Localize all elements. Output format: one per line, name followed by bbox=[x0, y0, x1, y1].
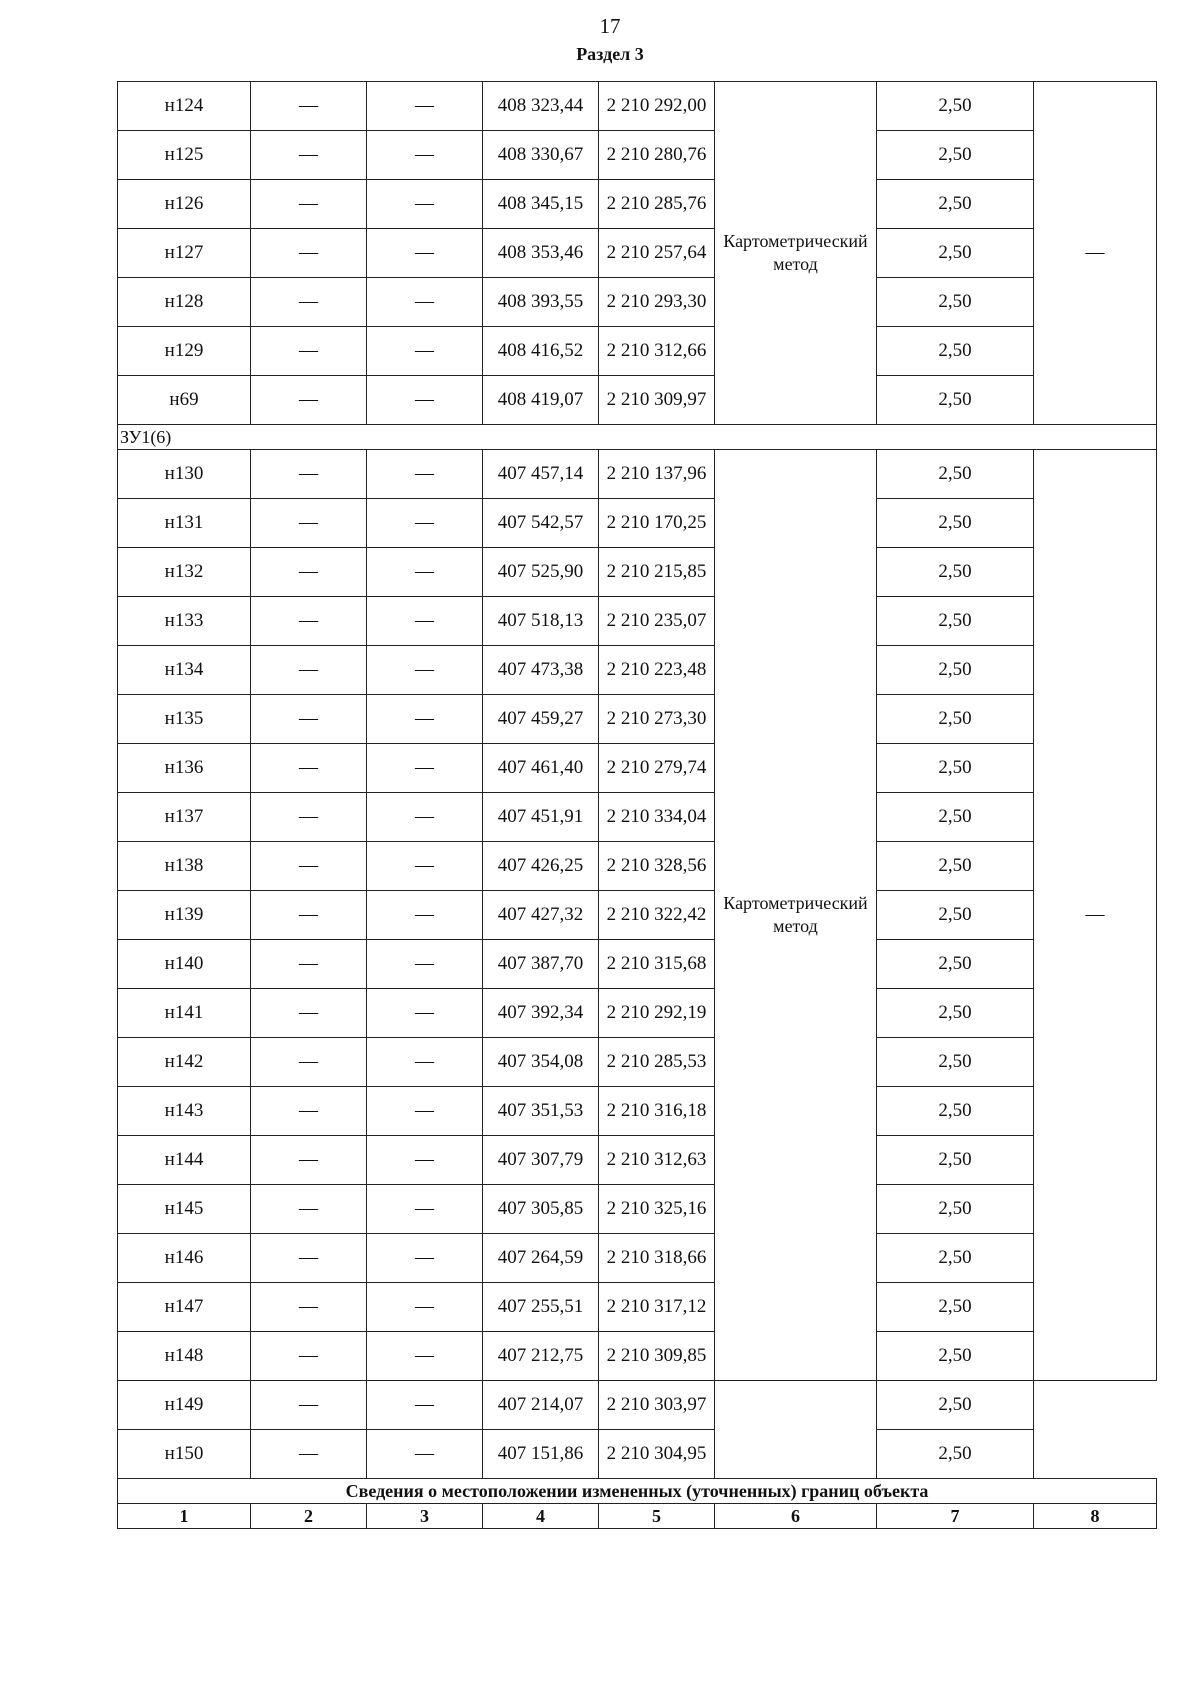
y-coordinate-cell: 2 210 325,16 bbox=[599, 1185, 715, 1234]
column-number-3: 3 bbox=[367, 1504, 483, 1529]
col3-cell: — bbox=[367, 327, 483, 376]
point-name-cell: н137 bbox=[118, 793, 251, 842]
y-coordinate-cell: 2 210 285,53 bbox=[599, 1038, 715, 1087]
col3-cell: — bbox=[367, 646, 483, 695]
accuracy-cell: 2,50 bbox=[877, 1185, 1034, 1234]
col3-cell: — bbox=[367, 1038, 483, 1087]
accuracy-cell: 2,50 bbox=[877, 646, 1034, 695]
table-row bbox=[118, 1381, 1157, 1430]
accuracy-cell: 2,50 bbox=[877, 278, 1034, 327]
col2-cell: — bbox=[251, 376, 367, 425]
col2-cell: — bbox=[251, 499, 367, 548]
point-name-cell: н124 bbox=[118, 82, 251, 131]
y-coordinate-cell: 2 210 334,04 bbox=[599, 793, 715, 842]
table-row bbox=[118, 940, 1157, 989]
point-name-cell: н145 bbox=[118, 1185, 251, 1234]
accuracy-cell: 2,50 bbox=[877, 131, 1034, 180]
col2-cell: — bbox=[251, 1332, 367, 1381]
point-name-cell: н143 bbox=[118, 1087, 251, 1136]
y-coordinate-cell: 2 210 312,66 bbox=[599, 327, 715, 376]
table-row bbox=[118, 1430, 1157, 1479]
col3-cell: — bbox=[367, 940, 483, 989]
col3-cell: — bbox=[367, 548, 483, 597]
point-name-cell: н146 bbox=[118, 1234, 251, 1283]
y-coordinate-cell: 2 210 223,48 bbox=[599, 646, 715, 695]
x-coordinate-cell: 407 457,14 bbox=[483, 450, 599, 499]
table-row bbox=[118, 450, 1157, 499]
point-name-cell: н133 bbox=[118, 597, 251, 646]
x-coordinate-cell: 407 151,86 bbox=[483, 1430, 599, 1479]
col2-cell: — bbox=[251, 278, 367, 327]
col3-cell: — bbox=[367, 744, 483, 793]
x-coordinate-cell: 407 351,53 bbox=[483, 1087, 599, 1136]
col2-cell: — bbox=[251, 940, 367, 989]
accuracy-cell: 2,50 bbox=[877, 1136, 1034, 1185]
accuracy-cell: 2,50 bbox=[877, 229, 1034, 278]
col3-cell: — bbox=[367, 1087, 483, 1136]
y-coordinate-cell: 2 210 285,76 bbox=[599, 180, 715, 229]
x-coordinate-cell: 407 214,07 bbox=[483, 1381, 599, 1430]
accuracy-cell: 2,50 bbox=[877, 842, 1034, 891]
col2-cell: — bbox=[251, 1038, 367, 1087]
y-coordinate-cell: 2 210 292,00 bbox=[599, 82, 715, 131]
y-coordinate-cell: 2 210 303,97 bbox=[599, 1381, 715, 1430]
coordinates-table bbox=[117, 81, 1157, 1529]
col2-cell: — bbox=[251, 229, 367, 278]
x-coordinate-cell: 407 212,75 bbox=[483, 1332, 599, 1381]
table-row bbox=[118, 793, 1157, 842]
point-name-cell: н130 bbox=[118, 450, 251, 499]
accuracy-cell: 2,50 bbox=[877, 499, 1034, 548]
point-name-cell: н131 bbox=[118, 499, 251, 548]
accuracy-cell: 2,50 bbox=[877, 989, 1034, 1038]
y-coordinate-cell: 2 210 137,96 bbox=[599, 450, 715, 499]
col3-cell: — bbox=[367, 695, 483, 744]
x-coordinate-cell: 407 307,79 bbox=[483, 1136, 599, 1185]
x-coordinate-cell: 407 255,51 bbox=[483, 1283, 599, 1332]
accuracy-cell: 2,50 bbox=[877, 82, 1034, 131]
accuracy-cell: 2,50 bbox=[877, 695, 1034, 744]
table-row bbox=[118, 1087, 1157, 1136]
coordinates-table-body bbox=[118, 82, 1157, 1529]
col3-cell: — bbox=[367, 1381, 483, 1430]
table-row bbox=[118, 180, 1157, 229]
accuracy-cell: 2,50 bbox=[877, 1234, 1034, 1283]
col2-cell: — bbox=[251, 327, 367, 376]
table-row bbox=[118, 597, 1157, 646]
y-coordinate-cell: 2 210 215,85 bbox=[599, 548, 715, 597]
y-coordinate-cell: 2 210 257,64 bbox=[599, 229, 715, 278]
y-coordinate-cell: 2 210 309,97 bbox=[599, 376, 715, 425]
x-coordinate-cell: 407 387,70 bbox=[483, 940, 599, 989]
col3-cell: — bbox=[367, 989, 483, 1038]
accuracy-cell: 2,50 bbox=[877, 180, 1034, 229]
method-cell-empty bbox=[715, 1381, 877, 1479]
group-row bbox=[118, 425, 1157, 450]
column-number-8: 8 bbox=[1034, 1504, 1157, 1529]
table-row bbox=[118, 499, 1157, 548]
col8-cell-empty bbox=[1034, 1381, 1157, 1479]
col2-cell: — bbox=[251, 1185, 367, 1234]
col3-cell: — bbox=[367, 597, 483, 646]
col3-cell: — bbox=[367, 1332, 483, 1381]
x-coordinate-cell: 408 330,67 bbox=[483, 131, 599, 180]
point-name-cell: н132 bbox=[118, 548, 251, 597]
col3-cell: — bbox=[367, 229, 483, 278]
y-coordinate-cell: 2 210 273,30 bbox=[599, 695, 715, 744]
col3-cell: — bbox=[367, 1430, 483, 1479]
x-coordinate-cell: 407 525,90 bbox=[483, 548, 599, 597]
page-number: 17 bbox=[599, 14, 621, 38]
x-coordinate-cell: 407 459,27 bbox=[483, 695, 599, 744]
point-name-cell: н150 bbox=[118, 1430, 251, 1479]
accuracy-cell: 2,50 bbox=[877, 793, 1034, 842]
table-row bbox=[118, 1136, 1157, 1185]
table-row bbox=[118, 1185, 1157, 1234]
method-cell: Картометрический метод bbox=[715, 82, 877, 425]
y-coordinate-cell: 2 210 315,68 bbox=[599, 940, 715, 989]
group-label: ЗУ1(6) bbox=[118, 425, 1157, 450]
y-coordinate-cell: 2 210 170,25 bbox=[599, 499, 715, 548]
accuracy-cell: 2,50 bbox=[877, 450, 1034, 499]
point-name-cell: н126 bbox=[118, 180, 251, 229]
column-number-7: 7 bbox=[877, 1504, 1034, 1529]
table-row bbox=[118, 1038, 1157, 1087]
accuracy-cell: 2,50 bbox=[877, 1332, 1034, 1381]
col2-cell: — bbox=[251, 989, 367, 1038]
table-row bbox=[118, 891, 1157, 940]
x-coordinate-cell: 407 461,40 bbox=[483, 744, 599, 793]
accuracy-cell: 2,50 bbox=[877, 744, 1034, 793]
table-row bbox=[118, 646, 1157, 695]
col2-cell: — bbox=[251, 646, 367, 695]
col8-cell: — bbox=[1034, 450, 1157, 1381]
col2-cell: — bbox=[251, 1087, 367, 1136]
table-row bbox=[118, 548, 1157, 597]
table-row bbox=[118, 695, 1157, 744]
col3-cell: — bbox=[367, 278, 483, 327]
point-name-cell: н140 bbox=[118, 940, 251, 989]
col3-cell: — bbox=[367, 180, 483, 229]
x-coordinate-cell: 407 451,91 bbox=[483, 793, 599, 842]
col8-cell: — bbox=[1034, 82, 1157, 425]
y-coordinate-cell: 2 210 293,30 bbox=[599, 278, 715, 327]
y-coordinate-cell: 2 210 280,76 bbox=[599, 131, 715, 180]
col2-cell: — bbox=[251, 1136, 367, 1185]
point-name-cell: н142 bbox=[118, 1038, 251, 1087]
table-row bbox=[118, 1283, 1157, 1332]
accuracy-cell: 2,50 bbox=[877, 940, 1034, 989]
col3-cell: — bbox=[367, 82, 483, 131]
x-coordinate-cell: 407 427,32 bbox=[483, 891, 599, 940]
accuracy-cell: 2,50 bbox=[877, 1283, 1034, 1332]
column-number-1: 1 bbox=[118, 1504, 251, 1529]
y-coordinate-cell: 2 210 235,07 bbox=[599, 597, 715, 646]
table-row bbox=[118, 327, 1157, 376]
col2-cell: — bbox=[251, 695, 367, 744]
table-row bbox=[118, 1234, 1157, 1283]
y-coordinate-cell: 2 210 328,56 bbox=[599, 842, 715, 891]
col2-cell: — bbox=[251, 180, 367, 229]
point-name-cell: н138 bbox=[118, 842, 251, 891]
col2-cell: — bbox=[251, 744, 367, 793]
column-numbers-row bbox=[118, 1504, 1157, 1529]
col2-cell: — bbox=[251, 82, 367, 131]
point-name-cell: н149 bbox=[118, 1381, 251, 1430]
x-coordinate-cell: 407 392,34 bbox=[483, 989, 599, 1038]
x-coordinate-cell: 408 345,15 bbox=[483, 180, 599, 229]
col2-cell: — bbox=[251, 793, 367, 842]
point-name-cell: н141 bbox=[118, 989, 251, 1038]
col3-cell: — bbox=[367, 1234, 483, 1283]
col2-cell: — bbox=[251, 1234, 367, 1283]
table-row bbox=[118, 82, 1157, 131]
accuracy-cell: 2,50 bbox=[877, 1038, 1034, 1087]
point-name-cell: н144 bbox=[118, 1136, 251, 1185]
col3-cell: — bbox=[367, 131, 483, 180]
accuracy-cell: 2,50 bbox=[877, 327, 1034, 376]
accuracy-cell: 2,50 bbox=[877, 1381, 1034, 1430]
col2-cell: — bbox=[251, 131, 367, 180]
col2-cell: — bbox=[251, 842, 367, 891]
y-coordinate-cell: 2 210 279,74 bbox=[599, 744, 715, 793]
col2-cell: — bbox=[251, 597, 367, 646]
col3-cell: — bbox=[367, 891, 483, 940]
point-name-cell: н134 bbox=[118, 646, 251, 695]
x-coordinate-cell: 407 426,25 bbox=[483, 842, 599, 891]
y-coordinate-cell: 2 210 292,19 bbox=[599, 989, 715, 1038]
column-number-2: 2 bbox=[251, 1504, 367, 1529]
table-row bbox=[118, 842, 1157, 891]
point-name-cell: н148 bbox=[118, 1332, 251, 1381]
col2-cell: — bbox=[251, 1381, 367, 1430]
point-name-cell: н125 bbox=[118, 131, 251, 180]
table-row bbox=[118, 1332, 1157, 1381]
accuracy-cell: 2,50 bbox=[877, 597, 1034, 646]
accuracy-cell: 2,50 bbox=[877, 376, 1034, 425]
col3-cell: — bbox=[367, 1136, 483, 1185]
table-row bbox=[118, 744, 1157, 793]
y-coordinate-cell: 2 210 312,63 bbox=[599, 1136, 715, 1185]
accuracy-cell: 2,50 bbox=[877, 548, 1034, 597]
y-coordinate-cell: 2 210 322,42 bbox=[599, 891, 715, 940]
accuracy-cell: 2,50 bbox=[877, 891, 1034, 940]
table-caption: Сведения о местоположении измененных (уточненных) границ объекта bbox=[118, 1479, 1157, 1504]
x-coordinate-cell: 408 416,52 bbox=[483, 327, 599, 376]
x-coordinate-cell: 407 305,85 bbox=[483, 1185, 599, 1234]
x-coordinate-cell: 407 473,38 bbox=[483, 646, 599, 695]
col2-cell: — bbox=[251, 450, 367, 499]
y-coordinate-cell: 2 210 316,18 bbox=[599, 1087, 715, 1136]
point-name-cell: н69 bbox=[118, 376, 251, 425]
x-coordinate-cell: 407 354,08 bbox=[483, 1038, 599, 1087]
table-row bbox=[118, 278, 1157, 327]
col2-cell: — bbox=[251, 1430, 367, 1479]
x-coordinate-cell: 408 353,46 bbox=[483, 229, 599, 278]
y-coordinate-cell: 2 210 317,12 bbox=[599, 1283, 715, 1332]
point-name-cell: н127 bbox=[118, 229, 251, 278]
x-coordinate-cell: 408 393,55 bbox=[483, 278, 599, 327]
table-row bbox=[118, 376, 1157, 425]
point-name-cell: н139 bbox=[118, 891, 251, 940]
col3-cell: — bbox=[367, 1185, 483, 1234]
y-coordinate-cell: 2 210 304,95 bbox=[599, 1430, 715, 1479]
x-coordinate-cell: 408 323,44 bbox=[483, 82, 599, 131]
col2-cell: — bbox=[251, 548, 367, 597]
col3-cell: — bbox=[367, 1283, 483, 1332]
table-row bbox=[118, 229, 1157, 278]
col3-cell: — bbox=[367, 793, 483, 842]
table-row bbox=[118, 989, 1157, 1038]
section-title: Раздел 3 bbox=[576, 44, 644, 64]
col3-cell: — bbox=[367, 450, 483, 499]
y-coordinate-cell: 2 210 309,85 bbox=[599, 1332, 715, 1381]
x-coordinate-cell: 408 419,07 bbox=[483, 376, 599, 425]
column-number-4: 4 bbox=[483, 1504, 599, 1529]
y-coordinate-cell: 2 210 318,66 bbox=[599, 1234, 715, 1283]
table-row bbox=[118, 131, 1157, 180]
col2-cell: — bbox=[251, 1283, 367, 1332]
point-name-cell: н128 bbox=[118, 278, 251, 327]
accuracy-cell: 2,50 bbox=[877, 1087, 1034, 1136]
col3-cell: — bbox=[367, 376, 483, 425]
x-coordinate-cell: 407 264,59 bbox=[483, 1234, 599, 1283]
point-name-cell: н136 bbox=[118, 744, 251, 793]
caption-row bbox=[118, 1479, 1157, 1504]
column-number-5: 5 bbox=[599, 1504, 715, 1529]
x-coordinate-cell: 407 518,13 bbox=[483, 597, 599, 646]
accuracy-cell: 2,50 bbox=[877, 1430, 1034, 1479]
point-name-cell: н147 bbox=[118, 1283, 251, 1332]
column-number-6: 6 bbox=[715, 1504, 877, 1529]
col3-cell: — bbox=[367, 499, 483, 548]
method-cell: Картометрический метод bbox=[715, 450, 877, 1381]
col3-cell: — bbox=[367, 842, 483, 891]
x-coordinate-cell: 407 542,57 bbox=[483, 499, 599, 548]
col2-cell: — bbox=[251, 891, 367, 940]
point-name-cell: н129 bbox=[118, 327, 251, 376]
point-name-cell: н135 bbox=[118, 695, 251, 744]
